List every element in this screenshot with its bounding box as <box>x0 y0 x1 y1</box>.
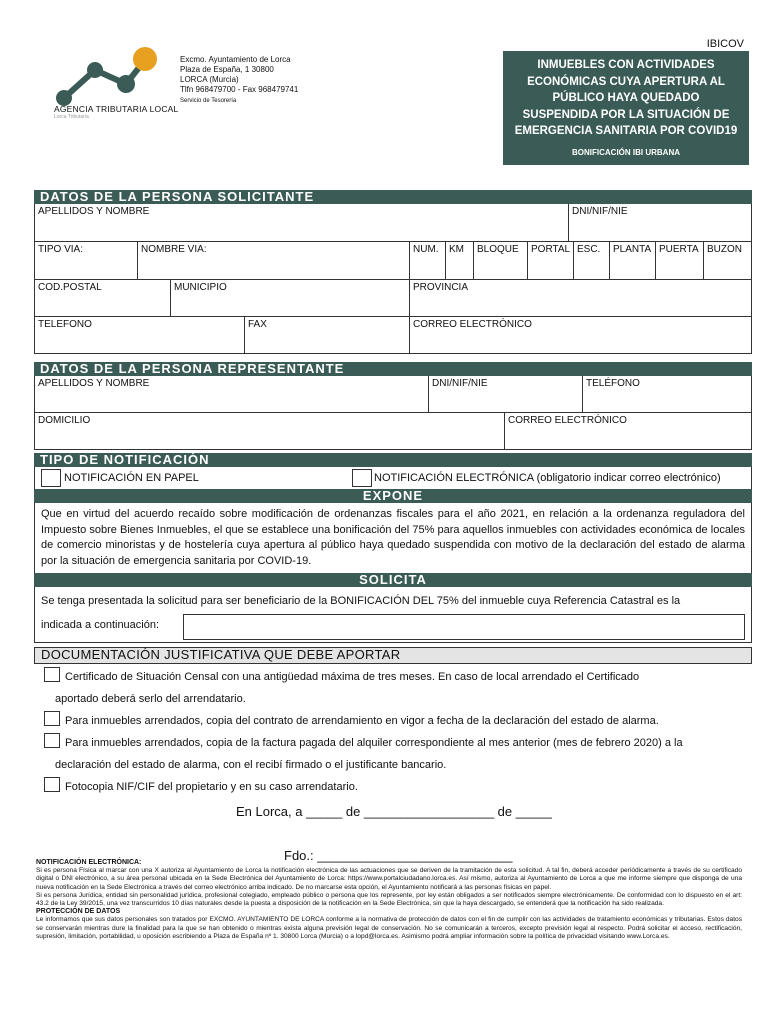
form-row <box>34 413 752 450</box>
footer-datos-text: Le informamos que sus datos personales son tratados por EXCMO. AYUNTAMIENTO DE LORCA conforme a la normativa de protección de datos con el fin de cumplir con las actividades de tratamiento económicas y tributarias. Estos datos se conservarán mientras dure la finalidad para la que se han obtenido o mientras exista alguna previsión legal de conservación. No se comunicarán a terceros, excepto previsión legal al respecto. Podrá solicitar el acceso, rectificación, supresión, limitación, portabilidad, u oposición escribiendo a Plaza de España nº 1. 30800 Lorca (Murcia) o a lopd@lorca.es. Asimismo podrá ampliar información sobre la política de privacidad visitando www.Lorca.es. <box>36 916 742 940</box>
expone-text: Que en virtud del acuerdo recaído sobre modificación de ordenanzas fiscales para el año 2021, en relación a la ordenanza reguladora del Impuesto sobre Bienes Inmuebles, el que se establece una bonificación del 75% para aquellos inmuebles con actividades económica de locales de comercio minoristas y de hostelería cuya apertura al público haya quedado suspendida con motivo de la declaración del estado de alarma por la situación de emergencia sanitaria por COVID-19. <box>34 503 752 573</box>
form-row <box>34 317 752 354</box>
solicita-text-2: indicada a continuación: <box>41 619 160 631</box>
section-header-solicita: SOLICITA <box>34 573 752 587</box>
footer-datos-title: PROTECCIÓN DE DATOS <box>36 908 121 916</box>
rep-dni-field[interactable]: DNI/NIF/NIE <box>429 376 583 412</box>
rep-correo-field[interactable]: CORREO ELECTRÓNICO <box>508 415 627 426</box>
doc-checkbox[interactable] <box>44 667 60 682</box>
doc-text: declaración del estado de alarma, con el recibí firmado o el justificante bancario. <box>55 759 447 771</box>
planta-field[interactable]: PLANTA <box>610 242 656 279</box>
form-code: IBICOV <box>706 38 744 50</box>
banner-line: INMUEBLES CON ACTIVIDADES <box>537 59 715 71</box>
banner-line: EMERGENCIA SANITARIA POR COVID19 <box>514 125 738 137</box>
footer-notif-text: Si es persona Física al marcar con una X autoriza al Ayuntamiento de Lorca la notificación electrónica de las actuaciones que se deriven de la tramitación de esta solicitud. A tal fin, deberá acceder periódicamente a través de su certificado digital o DNI electrónico, a su área personal ubicada en la Sede Electrónica del Ayuntamiento de Lorca: https://www.portalciudadano.lorca.es. Así mismo, autoriza al Ayuntamiento de Lorca a que me informe siempre que disponga de una nueva notificación en la Sede Electrónica a través del correo electrónico arriba indicado. De no marcarse esta opción, el Ayuntamiento notificará a las personas físicas en papel. <box>36 867 742 891</box>
electronic-checkbox[interactable] <box>352 469 372 487</box>
address-line: Tlfn 968479700 - Fax 968479741 <box>180 85 299 94</box>
dni-field[interactable]: DNI/NIF/NIE <box>572 206 628 217</box>
fax-field[interactable]: FAX <box>245 317 410 353</box>
num-field[interactable]: NUM. <box>410 242 446 279</box>
doc-text: Para inmuebles arrendados, copia de la factura pagada del alquiler correspondiente al mes anterior (mes de febrero 2020) a la <box>65 737 683 749</box>
telefono-field[interactable]: TELEFONO <box>35 317 245 353</box>
municipio-field[interactable]: MUNICIPIO <box>171 280 410 316</box>
bloque-field[interactable]: BLOQUE <box>474 242 528 279</box>
notification-options <box>34 467 752 489</box>
doc-checkbox[interactable] <box>44 711 60 726</box>
banner-line: PÚBLICO HAYA QUEDADO <box>552 92 700 104</box>
paper-option-label: NOTIFICACIÓN EN PAPEL <box>64 472 199 484</box>
form-row <box>34 280 752 317</box>
nombre-via-field[interactable]: NOMBRE VIA: <box>138 242 410 279</box>
section-header-solicitante: DATOS DE LA PERSONA SOLICITANTE <box>34 190 752 204</box>
footer-notif-title: NOTIFICACIÓN ELECTRÓNICA: <box>36 859 142 866</box>
footer-notif-text: Si es persona Jurídica, entidad sin personalidad jurídica, profesional colegiado, empleado público o persona que los represente, por ley están obligados a ser notificados siempre electrónicamente. De conformidad con lo dispuesto en el art: 43.2 de la Ley 39/2015, una vez transcurridos 10 días naturales desde la puesta a disposición de la notificación en la Sede Electrónica, sin que la haya descargado, se entenderá que la notificación ha sido realizada. <box>36 891 742 908</box>
logo-tagline: Lorca Tributaria <box>54 114 89 120</box>
portal-field[interactable]: PORTAL <box>528 242 574 279</box>
solicita-text: Se tenga presentada la solicitud para ser beneficiario de la BONIFICACIÓN DEL 75% del inmueble cuya Referencia Catastral es la <box>41 595 681 607</box>
address-line: Excmo. Ayuntamiento de Lorca <box>180 55 291 64</box>
doc-item-nif <box>34 776 752 798</box>
doc-item-certificado <box>34 666 752 710</box>
address-block <box>180 55 298 106</box>
referencia-catastral-input[interactable] <box>183 614 745 640</box>
section-header-expone: EXPONE <box>34 489 752 503</box>
title-banner <box>503 51 749 165</box>
apellidos-field[interactable]: APELLIDOS Y NOMBRE <box>35 204 569 241</box>
address-line: Servicio de Tesorería <box>180 98 237 104</box>
footer-legal <box>36 859 742 941</box>
solicita-block <box>34 587 752 643</box>
banner-line: ECONÓMICAS CUYA APERTURA AL <box>527 75 725 88</box>
doc-text: Certificado de Situación Censal con una antigüedad máxima de tres meses. En caso de local arrendado el Certificado <box>65 671 640 683</box>
documentation-list <box>34 664 752 798</box>
electronic-option-label: NOTIFICACIÓN ELECTRÓNICA (obligatorio indicar correo electrónico) <box>374 472 721 484</box>
doc-checkbox[interactable] <box>44 777 60 792</box>
rep-apellidos-field[interactable]: APELLIDOS Y NOMBRE <box>35 376 429 412</box>
section-header-notificacion: TIPO DE NOTIFICACIÓN <box>34 453 752 467</box>
banner-line: SUSPENDIDA POR LA SITUACIÓN DE <box>522 108 730 121</box>
doc-item-contrato <box>34 710 752 732</box>
form-row <box>34 376 752 413</box>
section-header-representante: DATOS DE LA PERSONA REPRESENTANTE <box>34 362 752 376</box>
doc-text: Fotocopia NIF/CIF del propietario y en su caso arrendatario. <box>65 781 358 793</box>
form-row <box>34 204 752 242</box>
cod-postal-field[interactable]: COD.POSTAL <box>35 280 171 316</box>
esc-field[interactable]: ESC. <box>574 242 610 279</box>
application-form <box>34 190 752 798</box>
address-line: LORCA (Murcia) <box>180 75 239 84</box>
section-header-documentacion: DOCUMENTACIÓN JUSTIFICATIVA QUE DEBE APORTAR <box>34 647 752 664</box>
rep-telefono-field[interactable]: TELÉFONO <box>586 378 640 389</box>
paper-checkbox[interactable] <box>41 469 61 487</box>
logo-text: AGENCIA TRIBUTARIA LOCAL <box>54 104 179 114</box>
domicilio-field[interactable]: DOMICILIO <box>35 413 505 449</box>
doc-item-factura <box>34 732 752 776</box>
buzon-field[interactable]: BUZON <box>707 244 742 255</box>
form-row <box>34 242 752 280</box>
signature-place-date: En Lorca, a _____ de __________________ de _____ <box>236 804 552 819</box>
provincia-field[interactable]: PROVINCIA <box>413 282 469 293</box>
doc-text: Para inmuebles arrendados, copia del contrato de arrendamiento en vigor a fecha de la declaración del estado de alarma. <box>65 715 659 727</box>
doc-checkbox[interactable] <box>44 733 60 748</box>
tipo-via-field[interactable]: TIPO VIA: <box>35 242 138 279</box>
correo-field[interactable]: CORREO ELECTRÓNICO <box>413 319 532 330</box>
signature-line: Fdo.: ___________________________ <box>284 848 513 863</box>
puerta-field[interactable]: PUERTA <box>656 242 704 279</box>
km-field[interactable]: KM <box>446 242 474 279</box>
banner-subtitle: BONIFICACIÓN IBI URBANA <box>572 147 680 157</box>
address-line: Plaza de España, 1 30800 <box>180 65 274 74</box>
doc-text: aportado deberá serlo del arrendatario. <box>55 693 246 705</box>
